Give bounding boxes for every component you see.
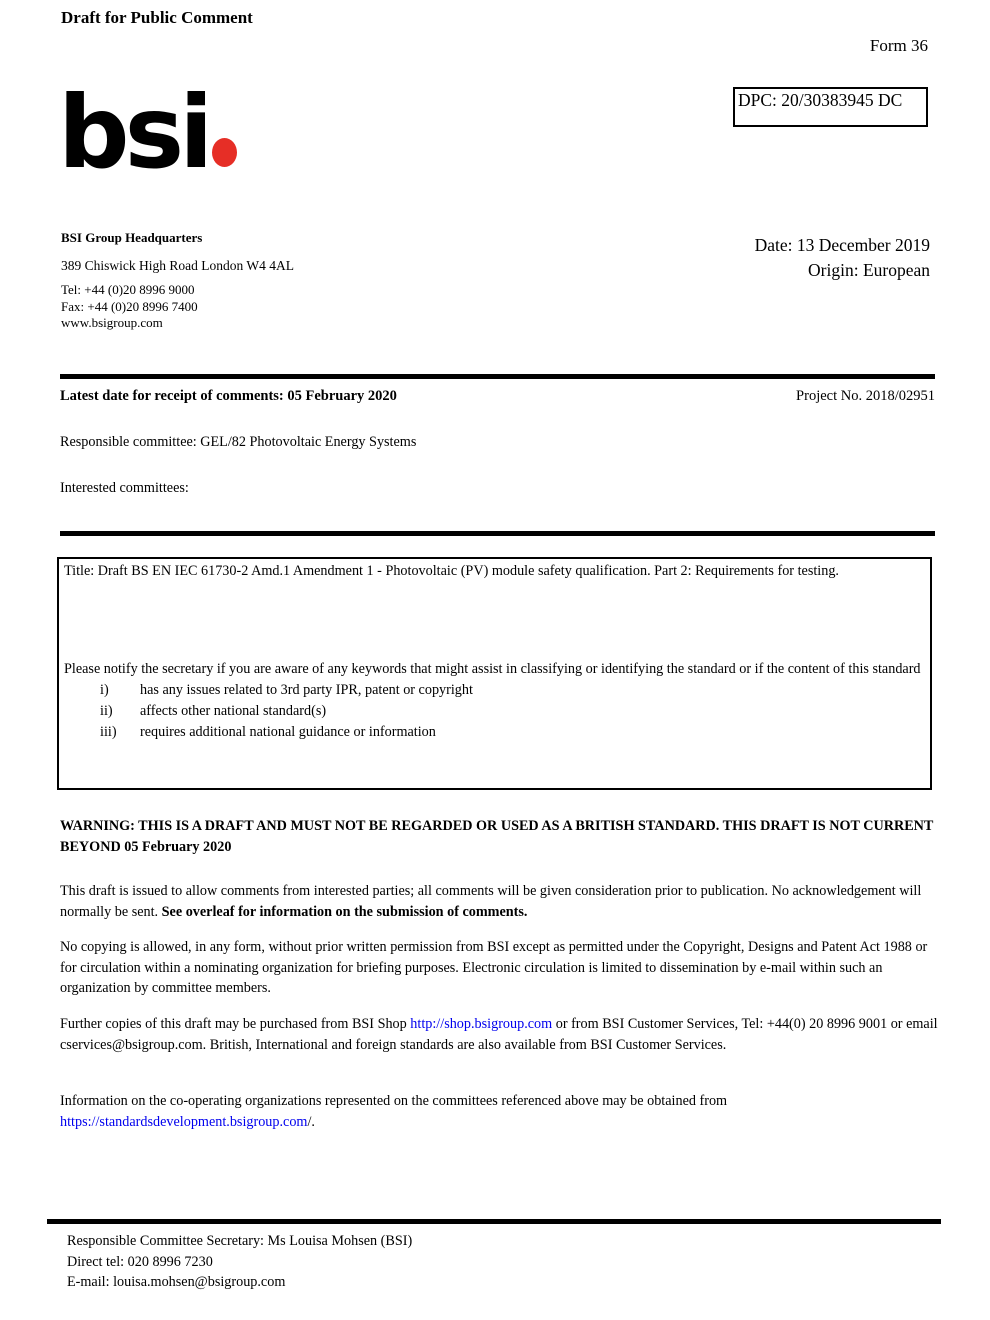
bsi-logo-text: bsi	[58, 74, 209, 191]
address-street: 389 Chiswick High Road London W4 4AL	[61, 258, 294, 273]
bsi-logo	[58, 74, 237, 191]
draft-warning-text: WARNING: THIS IS A DRAFT AND MUST NOT BE REGARDED OR USED AS A BRITISH STANDARD. THIS DRAFT IS NOT CURRENT BEYOND 05 February 2020	[60, 818, 934, 855]
list-item	[64, 680, 925, 701]
dpc-number-box: DPC: 20/30383945 DC	[733, 87, 928, 127]
address-title: BSI Group Headquarters	[61, 230, 203, 245]
list-item-text: requires additional national guidance or information	[140, 724, 436, 740]
footer-contact-block	[67, 1231, 412, 1293]
bsi-shop-link[interactable]: http://shop.bsigroup.com	[410, 1016, 553, 1032]
standards-development-link[interactable]: https://standardsdevelopment.bsigroup.com	[60, 1113, 308, 1130]
draft-issued-paragraph	[60, 881, 938, 922]
list-item-text: has any issues related to 3rd party IPR, patent or copyright	[140, 682, 473, 698]
list-item-number: iii)	[100, 724, 117, 740]
list-item	[64, 701, 925, 722]
horizontal-rule-top	[60, 374, 935, 379]
title-box	[57, 557, 932, 790]
interested-committees-line: Interested committees:	[60, 480, 189, 496]
address-fax: Fax: +44 (0)20 8996 7400	[61, 298, 198, 314]
project-number: Project No. 2018/02951	[796, 388, 935, 404]
cooperating-organizations-text-end: /.	[307, 1113, 315, 1130]
responsible-committee-line: Responsible committee: GEL/82 Photovoltaic Energy Systems	[60, 434, 417, 450]
document-date: Date: 13 December 2019	[754, 235, 930, 255]
standard-title: Title: Draft BS EN IEC 61730-2 Amd.1 Amendment 1 - Photovoltaic (PV) module safety qualification. Part 2: Requirements for testing.	[64, 563, 839, 579]
committee-secretary-line: Responsible Committee Secretary: Ms Louisa Mohsen (BSI)	[67, 1233, 413, 1249]
direct-tel-line: Direct tel: 020 8996 7230	[67, 1253, 213, 1270]
list-item	[64, 722, 925, 743]
form-number: Form 36	[869, 36, 928, 55]
no-copying-paragraph: No copying is allowed, in any form, without prior written permission from BSI except as permitted under the Copyright, Designs and Patent Act 1988 or for circulation within a nominating organization for briefing purposes. Electronic circulation is limited to dissemination by e-mail within such an organization by committee members.	[60, 939, 928, 996]
comments-deadline-row	[60, 388, 935, 405]
draft-for-public-comment-label: Draft for Public Comment	[61, 8, 253, 27]
further-copies-text-cont: or from BSI Customer Services, Tel: +44(0) 20 8996 9001 or email cservices@bsigroup.com. British, International and foreign standards are also available from BSI Customer Services.	[60, 1016, 938, 1053]
address-website: www.bsigroup.com	[61, 315, 163, 330]
keywords-notify-text: Please notify the secretary if you are aware of any keywords that might assist in classifying or identifying the standard or if the content of this standard	[64, 661, 921, 677]
list-item-text: affects other national standard(s)	[140, 703, 327, 719]
list-item-number: ii)	[100, 703, 113, 719]
date-origin-block	[755, 233, 930, 283]
further-copies-text: Further copies of this draft may be purchased from BSI Shop	[60, 1016, 411, 1032]
draft-issued-text: This draft is issued to allow comments from interested parties; all comments will be given consideration prior to publication. No acknowledgement will normally be sent.	[60, 883, 922, 920]
horizontal-rule-footer	[47, 1219, 941, 1224]
keywords-conditions-list	[64, 680, 925, 743]
further-copies-paragraph	[60, 1014, 938, 1055]
cooperating-organizations-paragraph	[60, 1091, 938, 1132]
horizontal-rule-middle	[60, 531, 935, 536]
latest-date-for-comments: Latest date for receipt of comments: 05 February 2020	[60, 388, 397, 404]
list-item-number: i)	[100, 682, 109, 698]
document-origin: Origin: European	[808, 260, 930, 280]
email-line: E-mail: louisa.mohsen@bsigroup.com	[67, 1274, 286, 1290]
address-block	[61, 230, 294, 332]
cooperating-organizations-text: Information on the co-operating organizations represented on the committees referenced above may be obtained from	[60, 1093, 728, 1109]
bsi-logo-red-dot-icon	[212, 138, 237, 167]
address-tel: Tel: +44 (0)20 8996 9000	[61, 282, 195, 297]
see-overleaf-text: See overleaf for information on the submission of comments.	[161, 903, 528, 920]
